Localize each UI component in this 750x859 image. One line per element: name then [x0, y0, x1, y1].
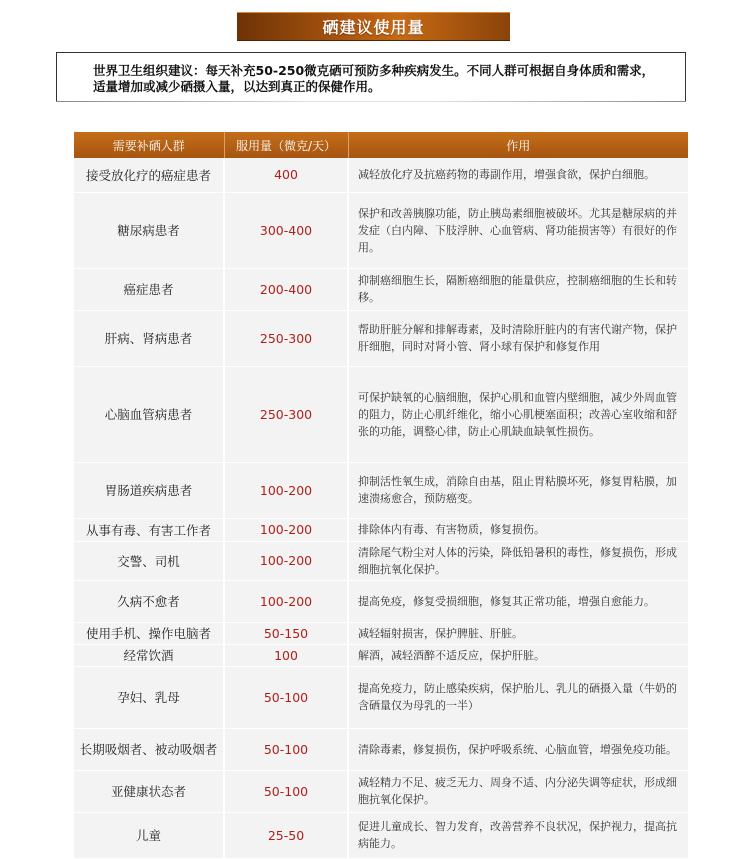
- table-row: [74, 366, 688, 462]
- row-group: 长期吸烟者、被动吸烟者: [74, 728, 224, 770]
- row-group: 交警、司机: [74, 541, 224, 580]
- table-row: [74, 192, 688, 268]
- row-dose: 50-100: [224, 666, 348, 728]
- table-header-row: [74, 132, 688, 158]
- intro-box: [56, 52, 686, 102]
- row-dose: 50-100: [224, 770, 348, 812]
- row-effect: 保护和改善胰腺功能，防止胰岛素细胞被破坏。尤其是糖尿病的并发症（白内障、下肢浮肿、心血管病、肾功能损害等）有很好的作用。: [348, 192, 688, 268]
- row-group: 经常饮酒: [74, 644, 224, 666]
- table-row: [74, 728, 688, 770]
- table-row: [74, 580, 688, 622]
- row-effect: 减轻辐射损害，保护脾脏、肝脏。: [348, 622, 688, 644]
- row-effect: 抑制活性氧生成，消除自由基，阻止胃粘膜坏死，修复胃粘膜，加速溃疡愈合，预防癌变。: [348, 462, 688, 518]
- table-row: [74, 812, 688, 858]
- table-row: [74, 666, 688, 728]
- table-row: [74, 644, 688, 666]
- row-dose: 50-150: [224, 622, 348, 644]
- row-group: 心脑血管病患者: [74, 366, 224, 462]
- row-dose: 250-300: [224, 310, 348, 366]
- row-effect: 可保护缺氧的心脑细胞，保护心肌和血管内壁细胞，减少外周血管的阻力，防止心肌纤维化，缩小心肌梗塞面积；改善心室收缩和舒张的功能，调整心律，防止心肌缺血缺氧性损伤。: [348, 366, 688, 462]
- row-group: 久病不愈者: [74, 580, 224, 622]
- table-row: [74, 310, 688, 366]
- row-dose: 100: [224, 644, 348, 666]
- intro-text: 世界卫生组织建议：每天补充50-250微克硒可预防多种疾病发生。不同人群可根据自身体质和需求，适量增加或减少硒摄入量，以达到真正的保健作用。: [93, 63, 655, 94]
- row-effect: 清除尾气粉尘对人体的污染，降低铅暑积的毒性，修复损伤，形成细胞抗氧化保护。: [348, 541, 688, 580]
- header-group: 需要补硒人群: [74, 132, 224, 158]
- row-dose: 200-400: [224, 268, 348, 310]
- table-body: [74, 158, 688, 858]
- header-dose: 服用量（微克/天）: [224, 132, 348, 158]
- row-group: 使用手机、操作电脑者: [74, 622, 224, 644]
- row-effect: 排除体内有毒、有害物质，修复损伤。: [348, 518, 688, 541]
- row-group: 儿童: [74, 812, 224, 858]
- row-effect: 帮助肝脏分解和排解毒素，及时清除肝脏内的有害代谢产物，保护肝细胞，同时对肾小管、肾小球有保护和修复作用: [348, 310, 688, 366]
- row-effect: 促进儿童成长、智力发育，改善营养不良状况，保护视力，提高抗病能力。: [348, 812, 688, 858]
- row-dose: 100-200: [224, 518, 348, 541]
- row-dose: 400: [224, 158, 348, 192]
- row-group: 糖尿病患者: [74, 192, 224, 268]
- row-effect: 抑制癌细胞生长，隔断癌细胞的能量供应，控制癌细胞的生长和转移。: [348, 268, 688, 310]
- row-dose: 50-100: [224, 728, 348, 770]
- table-row: [74, 541, 688, 580]
- row-effect: 解酒，减轻酒醉不适反应，保护肝脏。: [348, 644, 688, 666]
- row-group: 从事有毒、有害工作者: [74, 518, 224, 541]
- row-group: 孕妇、乳母: [74, 666, 224, 728]
- row-group: 癌症患者: [74, 268, 224, 310]
- row-dose: 300-400: [224, 192, 348, 268]
- table-row: [74, 770, 688, 812]
- row-effect: 提高免疫，修复受损细胞，修复其正常功能，增强自愈能力。: [348, 580, 688, 622]
- row-effect: 减轻精力不足、疲乏无力、周身不适、内分泌失调等症状，形成细胞抗氧化保护。: [348, 770, 688, 812]
- row-group: 肝病、肾病患者: [74, 310, 224, 366]
- row-group: 胃肠道疾病患者: [74, 462, 224, 518]
- row-effect: 提高免疫力，防止感染疾病，保护胎儿、乳儿的硒摄入量（牛奶的含硒量仅为母乳的一半）: [348, 666, 688, 728]
- title-banner: [237, 12, 510, 41]
- header-effect: 作用: [348, 132, 688, 158]
- row-dose: 100-200: [224, 541, 348, 580]
- row-dose: 100-200: [224, 462, 348, 518]
- row-dose: 250-300: [224, 366, 348, 462]
- selenium-dosage-table: [74, 132, 688, 859]
- page-title: 硒建议使用量: [322, 18, 425, 37]
- row-dose: 25-50: [224, 812, 348, 858]
- row-effect: 清除毒素，修复损伤，保护呼吸系统、心脑血管，增强免疫功能。: [348, 728, 688, 770]
- row-effect: 减轻放化疗及抗癌药物的毒副作用，增强食欲，保护白细胞。: [348, 158, 688, 192]
- table-row: [74, 622, 688, 644]
- table-row: [74, 158, 688, 192]
- table-row: [74, 268, 688, 310]
- table-row: [74, 462, 688, 518]
- table-row: [74, 518, 688, 541]
- row-group: 接受放化疗的癌症患者: [74, 158, 224, 192]
- row-dose: 100-200: [224, 580, 348, 622]
- row-group: 亚健康状态者: [74, 770, 224, 812]
